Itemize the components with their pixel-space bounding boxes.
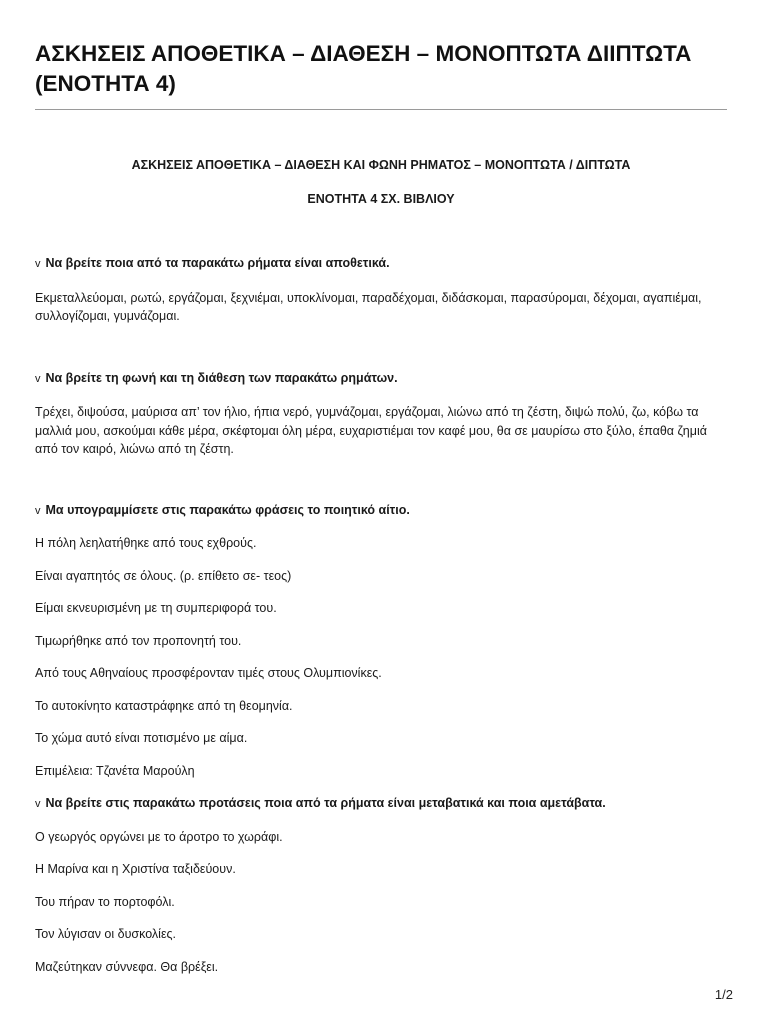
sentence-line: Το αυτοκίνητο καταστράφηκε από τη θεομηνία. <box>35 698 293 713</box>
title-divider <box>35 109 727 110</box>
bullet-icon: v <box>35 504 41 517</box>
sentence-line: Είναι αγαπητός σε όλους. (ρ. επίθετο σε- τεος) <box>35 568 292 583</box>
exercise-text: Τρέχει, διψούσα, μαύρισα απ’ τον ήλιο, ήπια νερό, γυμνάζομαι, εργάζομαι, λιώνω από τη ζέστη, διψώ πολύ, ζω, κόβω τα μαλλιά μου, ασκούμαι κάθε μέρα, σκέφτομαι όλη μέρα, ευχαριστιέμαι τον καφέ μου, θα σε μαυρίσω στο ξύλο, έπαθα ζημιά από τον καιρό, λιώνω από τη ζέστη. <box>35 405 707 456</box>
question-text: Μα υπογραμμίσετε στις παρακάτω φράσεις το ποιητικό αίτιο. <box>45 502 410 517</box>
document-page <box>35 0 727 976</box>
exercise-question <box>35 501 727 521</box>
exercise-question <box>35 794 727 814</box>
sentence-line: Τιμωρήθηκε από τον προπονητή του. <box>35 633 242 648</box>
exercise-text: Εκμεταλλεύομαι, ρωτώ, εργάζομαι, ξεχνιέμαι, υποκλίνομαι, παραδέχομαι, διδάσκομαι, παρασύρομαι, δέχομαι, αγαπιέμαι, συλλογίζομαι, γυμνάζομαι. <box>35 290 702 323</box>
sentence-line: Η Μαρίνα και η Χριστίνα ταξιδεύουν. <box>35 862 236 876</box>
question-text: Να βρείτε στις παρακάτω προτάσεις ποια από τα ρήματα είναι μεταβατικά και ποια αμετάβατα. <box>45 796 606 810</box>
sentence-line: Ο γεωργός οργώνει με το άροτρο το χωράφι. <box>35 829 283 844</box>
sentence-line: Η πόλη λεηλατήθηκε από τους εχθρούς. <box>35 536 257 550</box>
sentence-line: Από τους Αθηναίους προσφέρονταν τιμές στους Ολυμπιονίκες. <box>35 666 382 680</box>
unit-heading: ΕΝΟΤΗΤΑ 4 ΣΧ. ΒΙΒΛΙΟΥ <box>307 192 455 206</box>
sentence-line: Είμαι εκνευρισμένη με τη συμπεριφορά του. <box>35 601 277 615</box>
question-text: Να βρείτε ποια από τα παρακάτω ρήματα είναι αποθετικά. <box>45 256 390 270</box>
sentence-line: Μαζεύτηκαν σύννεφα. Θα βρέξει. <box>35 959 219 974</box>
sentence-line: Του πήραν το πορτοφόλι. <box>35 894 175 909</box>
page-number: 1/2 <box>714 987 733 1002</box>
question-text: Να βρείτε τη φωνή και τη διάθεση των παρακάτω ρημάτων. <box>45 370 398 385</box>
bullet-icon: v <box>35 258 41 270</box>
exercise-question <box>35 369 727 389</box>
page-title: ΑΣΚΗΣΕΙΣ ΑΠΟΘΕΤΙΚΑ – ΔΙΑΘΕΣΗ – ΜΟΝΟΠΤΩΤΑ ΔΙΙΠΤΩΤΑ (ΕΝΟΤΗΤΑ 4) <box>35 41 692 96</box>
bullet-icon: v <box>35 372 41 385</box>
sentence-line: Το χώμα αυτό είναι ποτισμένο με αίμα. <box>35 731 248 745</box>
exercise-question <box>35 254 727 274</box>
editor-credit: Επιμέλεια: Τζανέτα Μαρούλη <box>35 763 195 778</box>
document-subtitle: ΑΣΚΗΣΕΙΣ ΑΠΟΘΕΤΙΚΑ – ΔΙΑΘΕΣΗ ΚΑΙ ΦΩΝΗ ΡΗΜΑΤΟΣ – ΜΟΝΟΠΤΩΤΑ / ΔΙΠΤΩΤΑ <box>131 158 631 172</box>
sentence-line: Τον λύγισαν οι δυσκολίες. <box>35 927 177 941</box>
bullet-icon: v <box>35 798 41 810</box>
